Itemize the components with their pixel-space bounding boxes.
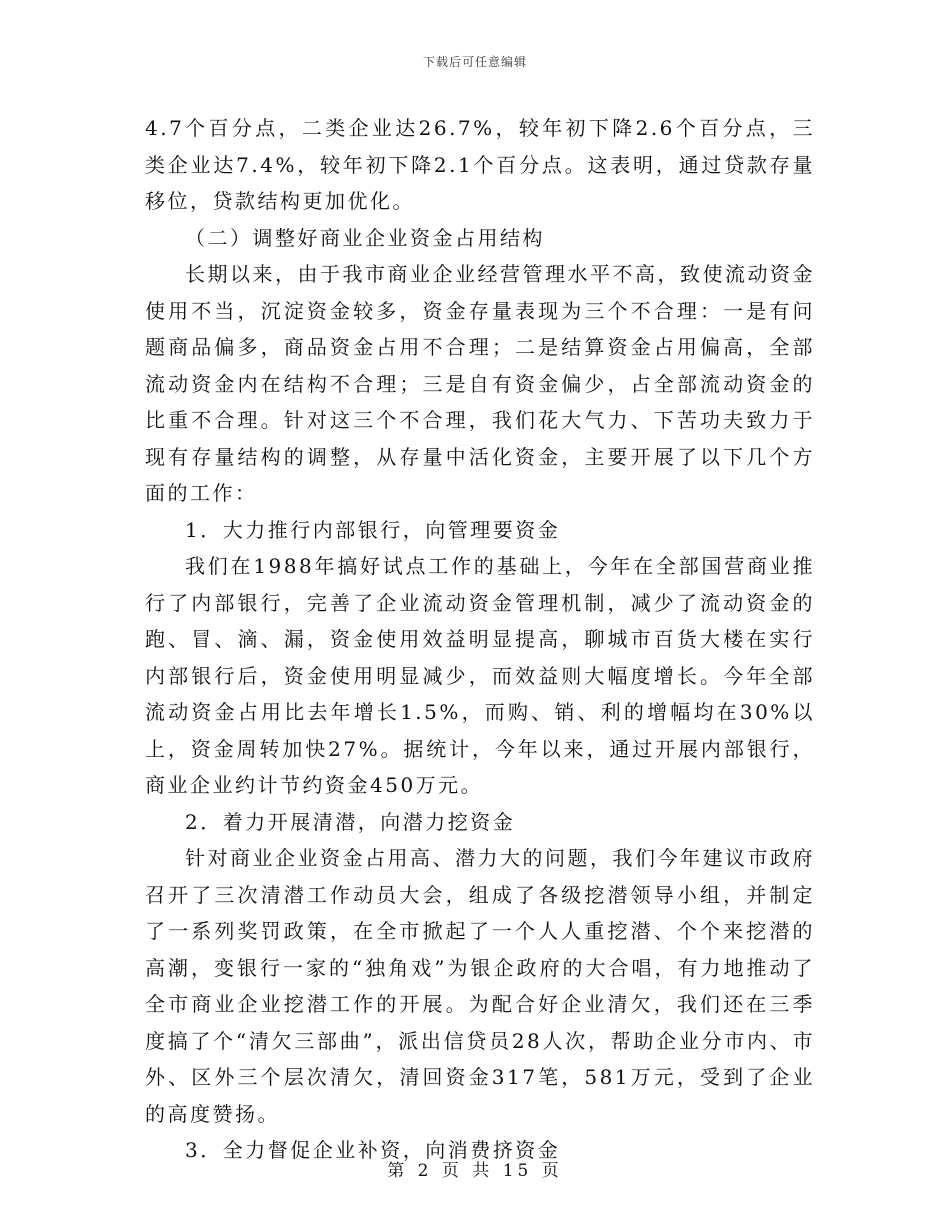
paragraph: 长期以来，由于我市商业企业经营管理水平不高，致使流动资金使用不当，沉淀资金较多，资金存量表现为三个不合理：一是有问题商品偏多，商品资金占用不合理；二是结算资金占用偏高，全部流动资金内在结构不合理；三是自有资金偏少，占全部流动资金的比重不合理。针对这三个不合理，我们花大气力、下苦功夫致力于现有存量结构的调整，从存量中活化资金，主要开展了以下几个方面的工作： [145,262,815,505]
subsection-heading: 1．大力推行内部银行，向管理要资金 [185,517,561,542]
section-heading: （二）调整好商业企业资金占用结构 [185,225,545,250]
subsection-heading: 2．着力开展清潜，向潜力挖资金 [185,809,516,834]
paragraph-continuation: 4.7个百分点，二类企业达26.7%，较年初下降2.6个百分点，三类企业达7.4%，较年初下降2.1个百分点。这表明，通过贷款存量移位，贷款结构更加优化。 [145,116,815,213]
paragraph: 针对商业企业资金占用高、潜力大的问题，我们今年建议市政府召开了三次清潜工作动员大会，组成了各级挖潜领导小组，并制定了一系列奖罚政策，在全市掀起了一个人人重挖潜、个个来挖潜的高潮，变银行一家的“独角戏”为银企政府的大合唱，有力地推动了全市商业企业挖潜工作的开展。为配合好企业清欠，我们还在三季度搞了个“清欠三部曲”，派出信贷员28人次，帮助企业分市内、市外、区外三个层次清欠，清回资金317笔，581万元，受到了企业的高度赞扬。 [145,846,815,1126]
paragraph: 我们在1988年搞好试点工作的基础上，今年在全部国营商业推行了内部银行，完善了企业流动资金管理机制，减少了流动资金的跑、冒、滴、漏，资金使用效益明显提高，聊城市百货大楼在实行内部银行后，资金使用明显减少，而效益则大幅度增长。今年全部流动资金占用比去年增长1.5%，而购、销、利的增幅均在30%以上，资金周转加快27%。据统计，今年以来，通过开展内部银行，商业企业约计节约资金450万元。 [145,554,815,797]
subsection-heading: 3．全力督促企业补资，向消费挤资金 [185,1138,561,1162]
page-number: 第 2 页 共 15 页 [387,1161,563,1181]
page-header: 下载后可任意编辑 [422,55,527,69]
document-body [145,110,815,1169]
